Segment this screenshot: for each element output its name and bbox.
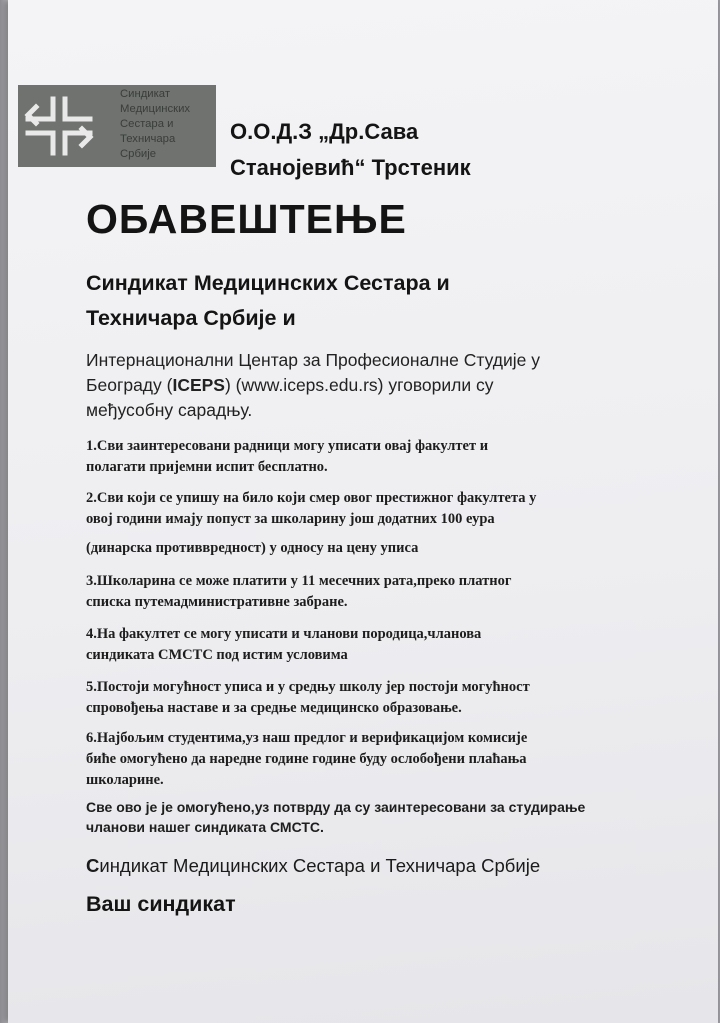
union-heading-line-2: Техничара Србије и bbox=[86, 306, 296, 330]
list-item-line: биће омогућено да наредне године године буду ослобођени плаћања bbox=[86, 751, 527, 767]
closing-paragraph bbox=[86, 797, 646, 837]
union-heading-line-1: Синдикат Медицинских Сестара и bbox=[86, 271, 450, 295]
intro-text: ) (www.iceps.edu.rs) уговорили су bbox=[224, 375, 494, 395]
list-item-line: 6.Најбољим студентима,уз наш предлог и верификацијом комисије bbox=[86, 730, 528, 746]
institution-name bbox=[230, 114, 610, 186]
list-item bbox=[86, 571, 646, 613]
logo-line: Медицинских bbox=[120, 103, 191, 115]
closing-line-1: Све ово је је омогућено,уз потврду да су заинтересовани за студирање bbox=[86, 799, 586, 815]
cross-arrows-icon bbox=[24, 95, 94, 157]
list-item-line: синдиката СМСТС под истим условима bbox=[86, 647, 348, 663]
list-item-line: 4.На факултет се могу уписати и чланови породица,чланова bbox=[86, 626, 482, 642]
institution-line-1: О.О.Д.З „Др.Сава bbox=[230, 119, 419, 144]
signature-text: индикат Медицинских Сестара и Техничара Србије bbox=[99, 855, 541, 876]
signature-initial: С bbox=[86, 855, 100, 876]
logo-line: Сестара и bbox=[120, 118, 174, 130]
page-title: ОБАВЕШТЕЊЕ bbox=[86, 196, 407, 242]
signature-line bbox=[86, 855, 540, 877]
list-item-line: школарине. bbox=[86, 772, 164, 788]
list-item bbox=[86, 728, 646, 791]
intro-line-1: Интернационални Центар за Професионалне Студије у bbox=[86, 350, 541, 370]
logo-text bbox=[120, 87, 190, 162]
list-item-line: 2.Сви који се упишу на било који смер овог престижног факултета у bbox=[86, 490, 537, 506]
list-item-line: списка путемадминистративне забране. bbox=[86, 594, 348, 610]
institution-line-2: Станојевић“ Трстеник bbox=[230, 155, 471, 180]
logo-line: Србије bbox=[120, 148, 157, 160]
intro-text: Београду ( bbox=[86, 375, 173, 395]
logo-line: Техничара bbox=[120, 133, 176, 145]
list-item bbox=[86, 538, 646, 559]
list-item-line: полагати пријемни испит бесплатно. bbox=[86, 459, 328, 475]
list-item bbox=[86, 436, 646, 478]
logo-line: Синдикат bbox=[120, 88, 171, 100]
intro-line-2 bbox=[86, 373, 646, 398]
list-item-line: овој години имају попуст за школарину још додатних 100 еура bbox=[86, 511, 495, 527]
list-item-line: 1.Сви заинтересовани радници могу уписати овај факултет и bbox=[86, 438, 489, 454]
list-item bbox=[86, 624, 646, 666]
intro-line-3: међусобну сарадњу. bbox=[86, 400, 253, 420]
list-item-line: 3.Школарина се може платити у 11 месечних рата,преко платног bbox=[86, 573, 512, 589]
closing-line-2: чланови нашег синдиката СМСТС. bbox=[86, 819, 324, 835]
sign-off: Ваш синдикат bbox=[86, 892, 236, 916]
iceps-acronym: ICEPS bbox=[172, 375, 225, 395]
list-item-line: (динарска противвредност) у односу на цену уписа bbox=[86, 540, 419, 556]
union-heading bbox=[86, 266, 606, 336]
list-item bbox=[86, 677, 646, 719]
union-logo bbox=[18, 85, 216, 167]
intro-paragraph bbox=[86, 348, 646, 423]
list-item-line: спровођења наставе и за средње медицинско образовање. bbox=[86, 700, 462, 716]
list-item-line: 5.Постоји могућност уписа и у средњу школу јер постоји могућност bbox=[86, 679, 530, 695]
list-item bbox=[86, 488, 646, 530]
